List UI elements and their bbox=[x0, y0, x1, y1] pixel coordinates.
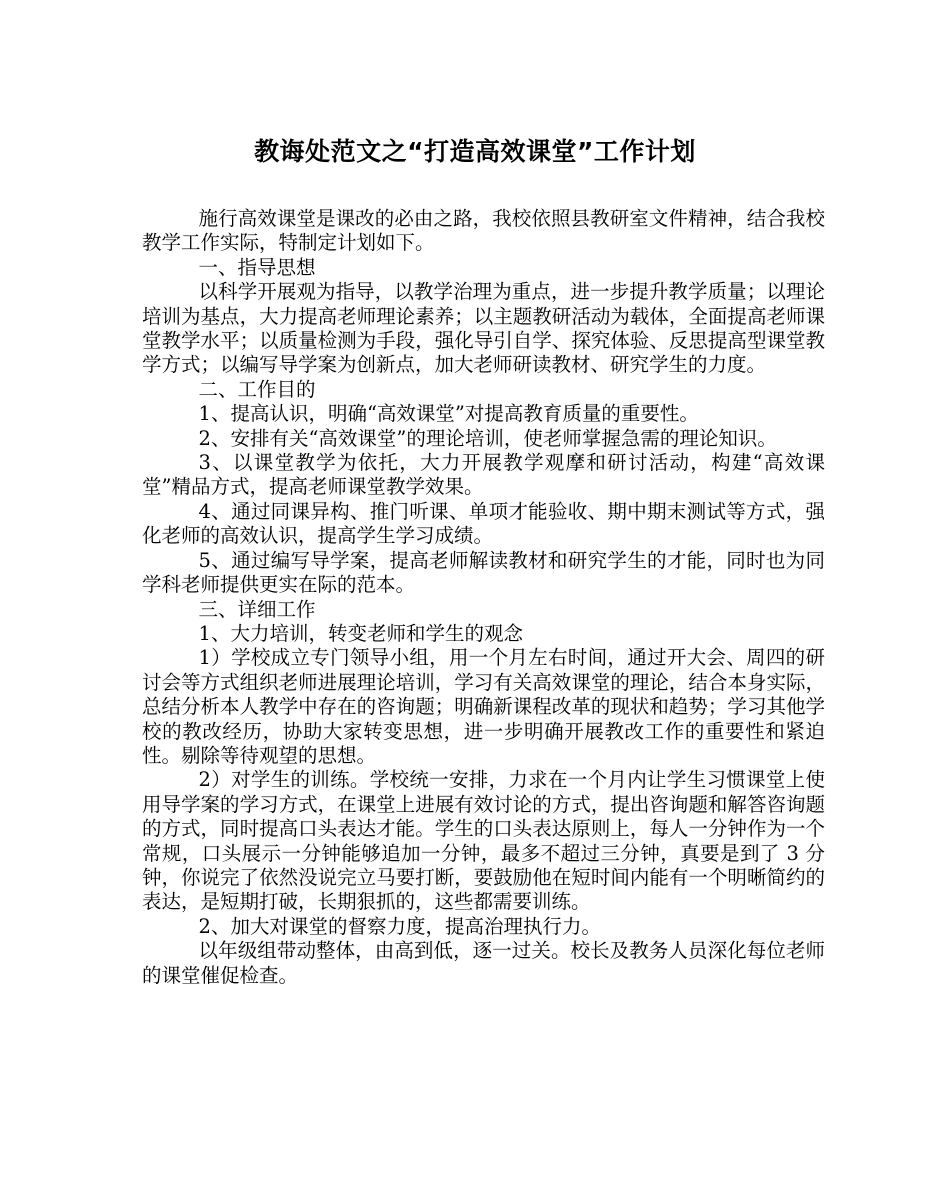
goal-item-5: 5、通过编写导学案，提高老师解读教材和研究学生的才能，同时也为同学科老师提供更实在际的范本。 bbox=[142, 548, 825, 597]
work-item-1-heading: 1、大力培训，转变老师和学生的观念 bbox=[198, 621, 523, 645]
goal-item-3: 3、以课堂教学为依托，大力开展教学观摩和研讨活动，构建“高效课堂”精品方式，提高老师课堂教学效果。 bbox=[142, 451, 825, 499]
document-title: 教诲处范文之“打造高效课堂”工作计划 bbox=[254, 137, 696, 166]
section-heading-detailed-work: 三、详细工作 bbox=[198, 597, 316, 621]
goal-item-2: 2、安排有关“高效课堂”的理论培训，使老师掌握急需的理论知识。 bbox=[198, 426, 777, 450]
document-body bbox=[142, 207, 825, 988]
work-item-2-paragraph: 以年级组带动整体，由高到低，逐一过关。校长及教务人员深化每位老师的课堂催促检查。 bbox=[142, 939, 825, 987]
goal-item-1: 1、提高认识，明确“高效课堂”对提高教育质量的重要性。 bbox=[198, 402, 699, 426]
work-item-2-heading: 2、加大对课堂的督察力度，提高治理执行力。 bbox=[198, 914, 601, 938]
intro-paragraph: 施行高效课堂是课改的必由之路，我校依照县教研室文件精神，结合我校教学工作实际，特制定计划如下。 bbox=[142, 207, 825, 255]
guiding-thought-paragraph: 以科学开展观为指导，以教学治理为重点，进一步提升教学质量；以理论培训为基点，大力提高老师理论素养；以主题教研活动为载体，全面提高老师课堂教学水平；以质量检测为手段，强化导引自学、探究体验、反思提高型课堂教学方式；以编写导学案为创新点，加大老师研读教材、研究学生的力度。 bbox=[142, 280, 825, 377]
goal-item-4: 4、通过同课异构、推门听课、单项才能验收、期中期末测试等方式，强化老师的高效认识，提高学生学习成绩。 bbox=[142, 499, 825, 548]
section-heading-guiding-thought: 一、指导思想 bbox=[198, 255, 316, 279]
section-heading-work-goals: 二、工作目的 bbox=[198, 377, 316, 401]
work-item-1-sub-1: 1）学校成立专门领导小组，用一个月左右时间，通过开大会、周四的研讨会等方式组织老师进展理论培训，学习有关高效课堂的理论，结合本身实际，总结分析本人教学中存在的咨询题；明确新课程改革的现状和趋势；学习其他学校的教改经历，协助大家转变思想，进一步明确开展教改工作的重要性和紧迫性。剔除等待观望的思想。 bbox=[142, 646, 825, 767]
work-item-1-sub-2: 2）对学生的训练。学校统一安排，力求在一个月内让学生习惯课堂上使用导学案的学习方式，在课堂上进展有效讨论的方式，提出咨询题和解答咨询题的方式，同时提高口头表达才能。学生的口头表达原则上，每人一分钟作为一个常规，口头展示一分钟能够追加一分钟，最多不超过三分钟，真要是到了 3 分钟，你说完了依然没说完立马要打断，要鼓励他在短时间内能有一个明晰简约的表达，是短期打破，长期狠抓的，这些都需要训练。 bbox=[142, 768, 825, 914]
